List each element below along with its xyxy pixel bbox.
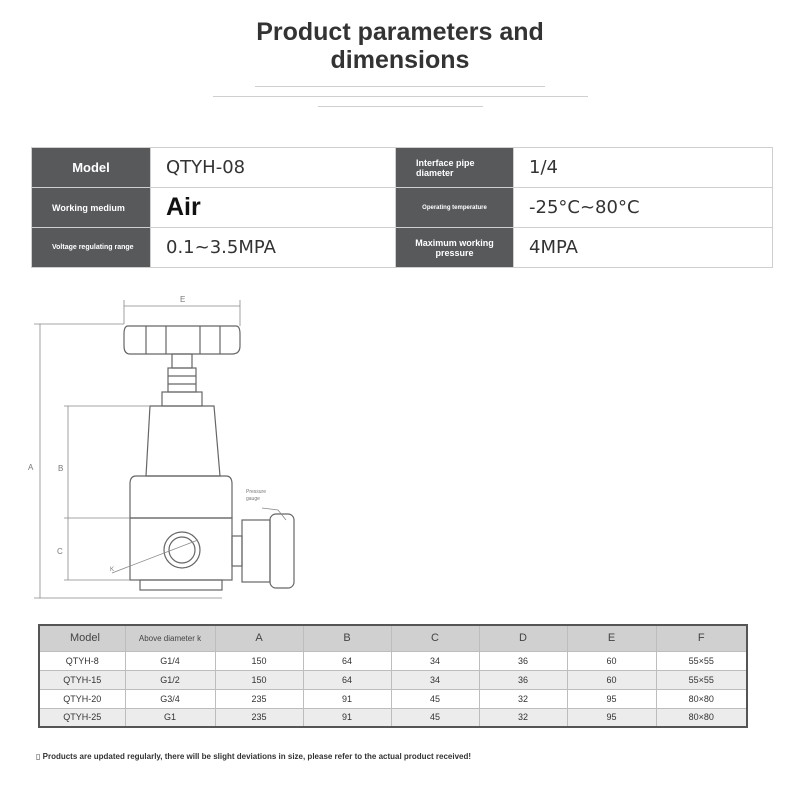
gauge-fitting <box>232 536 242 566</box>
label-c: C <box>57 547 63 556</box>
body-block <box>130 518 232 580</box>
fine-print-line <box>213 96 588 97</box>
max-pressure-label: Maximum working pressure <box>396 228 514 268</box>
table-row <box>39 689 747 708</box>
cell-c: 45 <box>391 689 479 708</box>
cell-diameter-k: G3/4 <box>125 689 215 708</box>
cell-e: 60 <box>567 651 656 670</box>
page-title-line-2: dimensions <box>330 46 470 74</box>
specs-row <box>32 228 773 268</box>
cell-b: 64 <box>303 651 391 670</box>
header-e: E <box>567 625 656 651</box>
label-k: K <box>110 567 115 573</box>
bonnet-cap <box>162 392 202 406</box>
cell-a: 235 <box>215 689 303 708</box>
cell-model: QTYH-8 <box>39 651 125 670</box>
dimension-lines <box>34 300 286 598</box>
label-b: B <box>58 464 64 473</box>
cell-model: QTYH-15 <box>39 670 125 689</box>
label-e: E <box>180 295 186 304</box>
header-b: B <box>303 625 391 651</box>
cell-f: 55×55 <box>656 651 747 670</box>
cell-c: 34 <box>391 670 479 689</box>
gauge-face <box>270 514 294 588</box>
cell-model: QTYH-25 <box>39 708 125 727</box>
cell-diameter-k: G1/4 <box>125 651 215 670</box>
interface-value: 1/4 <box>514 148 773 188</box>
temperature-label: Operating temperature <box>396 188 514 228</box>
pressure-gauge <box>242 520 270 582</box>
interface-label: Interface pipe diameter <box>396 148 514 188</box>
model-label: Model <box>32 148 151 188</box>
bonnet <box>146 406 220 476</box>
cell-b: 64 <box>303 670 391 689</box>
header-f: F <box>656 625 747 651</box>
body-top <box>130 476 232 518</box>
header-diameter-k: Above diameter k <box>125 625 215 651</box>
cell-b: 91 <box>303 689 391 708</box>
dimensions-table <box>38 624 748 728</box>
cell-d: 32 <box>479 689 567 708</box>
cell-model: QTYH-20 <box>39 689 125 708</box>
specs-table <box>31 147 773 268</box>
header-a: A <box>215 625 303 651</box>
lock-nut <box>168 368 196 392</box>
max-pressure-value: 4MPA <box>514 228 773 268</box>
page-title-line-1: Product parameters and <box>256 18 544 46</box>
cell-e: 60 <box>567 670 656 689</box>
medium-label: Working medium <box>32 188 151 228</box>
cell-c: 34 <box>391 651 479 670</box>
cell-f: 55×55 <box>656 670 747 689</box>
cell-a: 150 <box>215 670 303 689</box>
range-value: 0.1~3.5MPA <box>151 228 396 268</box>
temperature-value: -25°C~80°C <box>514 188 773 228</box>
medium-value: Air <box>151 188 396 228</box>
cell-e: 95 <box>567 708 656 727</box>
fine-print-line <box>255 86 545 87</box>
specs-row <box>32 148 773 188</box>
cell-f: 80×80 <box>656 689 747 708</box>
regulator-outline <box>124 326 294 590</box>
table-row <box>39 670 747 689</box>
header-d: D <box>479 625 567 651</box>
page-title <box>150 18 650 74</box>
cell-d: 36 <box>479 670 567 689</box>
stem <box>172 354 192 368</box>
header-c: C <box>391 625 479 651</box>
range-label: Voltage regulating range <box>32 228 151 268</box>
cell-a: 235 <box>215 708 303 727</box>
cell-f: 80×80 <box>656 708 747 727</box>
body-base <box>140 580 222 590</box>
label-a: A <box>28 463 34 472</box>
drawing-labels <box>28 295 266 573</box>
cell-e: 95 <box>567 689 656 708</box>
regulator-drawing <box>0 288 320 608</box>
gauge-label-2: gauge <box>246 496 260 502</box>
table-row <box>39 708 747 727</box>
gauge-label-1: Pressure <box>246 489 267 495</box>
table-row <box>39 651 747 670</box>
dimensions-header-row <box>39 625 747 651</box>
cell-a: 150 <box>215 651 303 670</box>
cell-c: 45 <box>391 708 479 727</box>
cell-diameter-k: G1/2 <box>125 670 215 689</box>
fine-print-line <box>318 106 483 107</box>
fine-print-lines <box>150 86 650 116</box>
specs-row <box>32 188 773 228</box>
header-model: Model <box>39 625 125 651</box>
model-value: QTYH-08 <box>151 148 396 188</box>
handwheel <box>124 326 240 354</box>
cell-diameter-k: G1 <box>125 708 215 727</box>
cell-b: 91 <box>303 708 391 727</box>
footnote: ▯ Products are updated regularly, there will be slight deviations in size, please refer to the actual product received! <box>36 752 472 761</box>
cell-d: 36 <box>479 651 567 670</box>
cell-d: 32 <box>479 708 567 727</box>
